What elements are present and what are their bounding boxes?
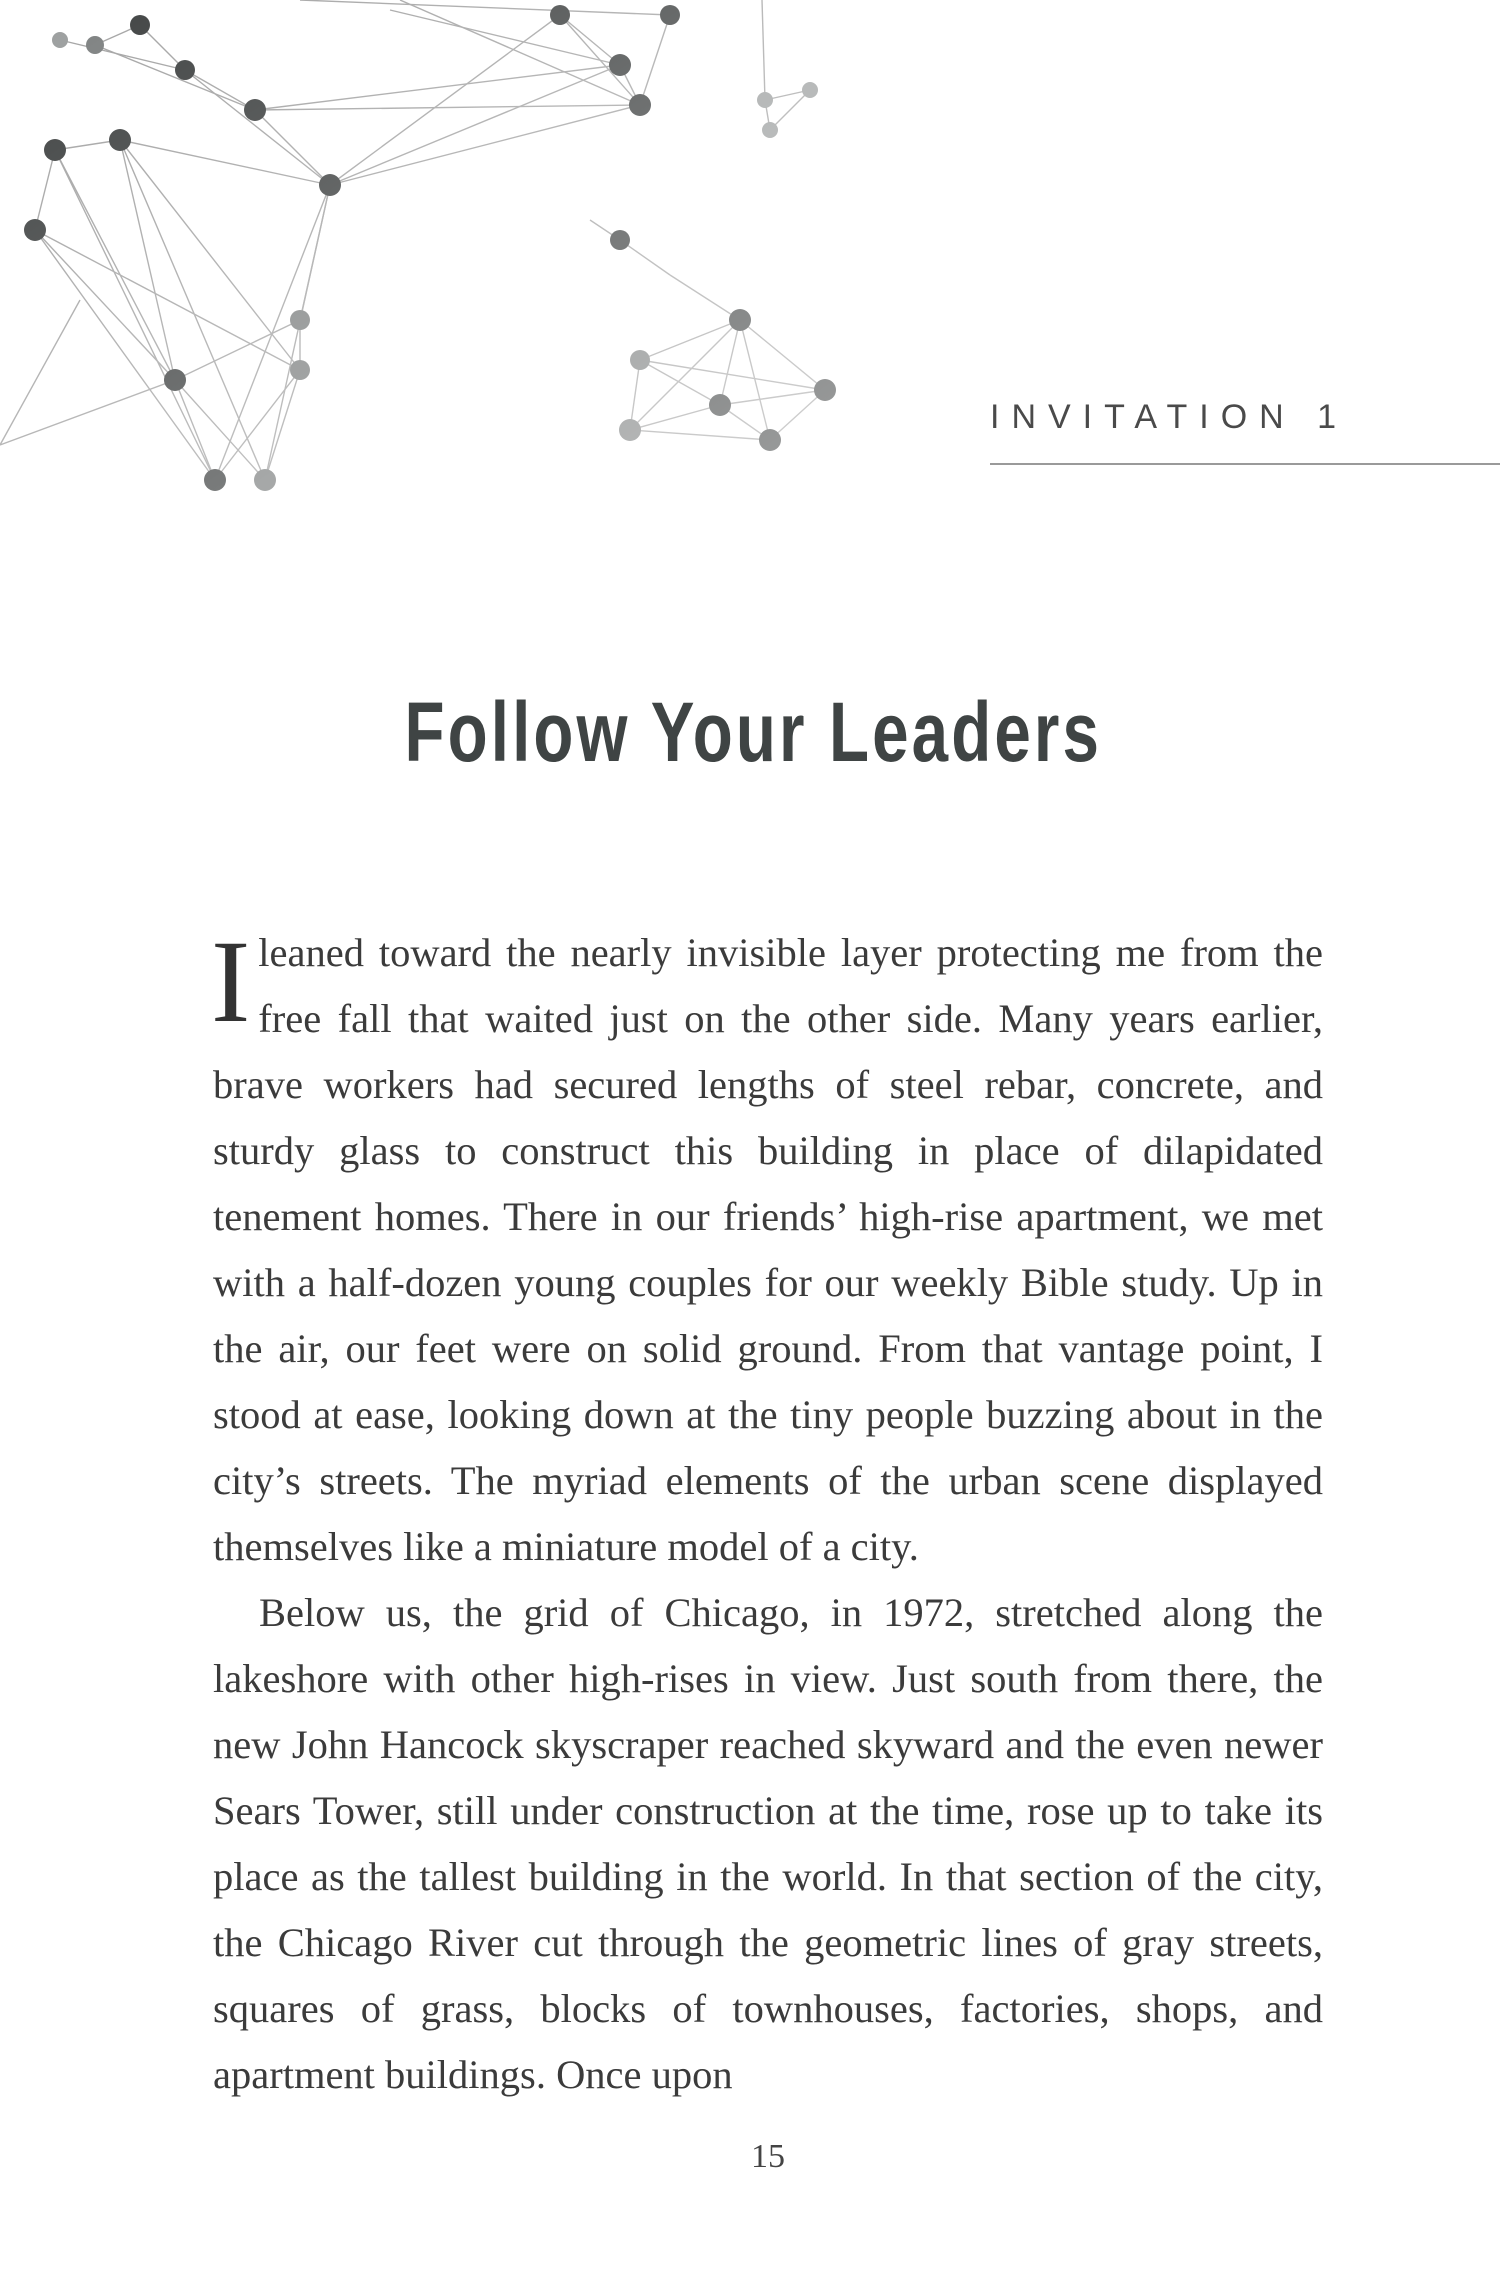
body-text bbox=[211, 916, 1323, 2108]
chapter-title: Follow Your Leaders bbox=[404, 685, 1103, 780]
page-number: 15 bbox=[751, 2138, 785, 2175]
paragraph-1-text: leaned toward the nearly invisible layer protecting me from the free fall that waited just on the other side. Many years earlier, brave workers had secured lengths of steel rebar, concrete, and sturdy glass to construct this building in place of dilapidated tenement homes. There in our friends’ high-rise apartment, we met with a half-dozen young couples for our weekly Bible study. Up in the air, our feet were on solid ground. From that vantage point, I stood at ease, looking down at the tiny people buzzing about in the city’s streets. The myriad elements of the urban scene displayed themselves like a miniature model of a city. bbox=[213, 930, 1323, 1569]
network-illustration bbox=[0, 0, 880, 560]
chapter-rule bbox=[990, 463, 1500, 465]
drop-cap: I bbox=[211, 916, 251, 1047]
paragraph-2: Below us, the grid of Chicago, in 1972, stretched along the lakeshore with other high-rises in view. Just south from there, the new John Hancock skyscraper reached skyward and the even newer Sears Tower, still under construction at the time, rose up to take its place as the tallest building in the world. In that section of the city, the Chicago River cut through the geometric lines of gray streets, squares of grass, blocks of townhouses, factories, shops, and apartment buildings. Once upon bbox=[213, 1590, 1323, 2097]
paragraph-1 bbox=[211, 916, 1323, 1580]
chapter-label: INVITATION 1 bbox=[990, 398, 1349, 436]
